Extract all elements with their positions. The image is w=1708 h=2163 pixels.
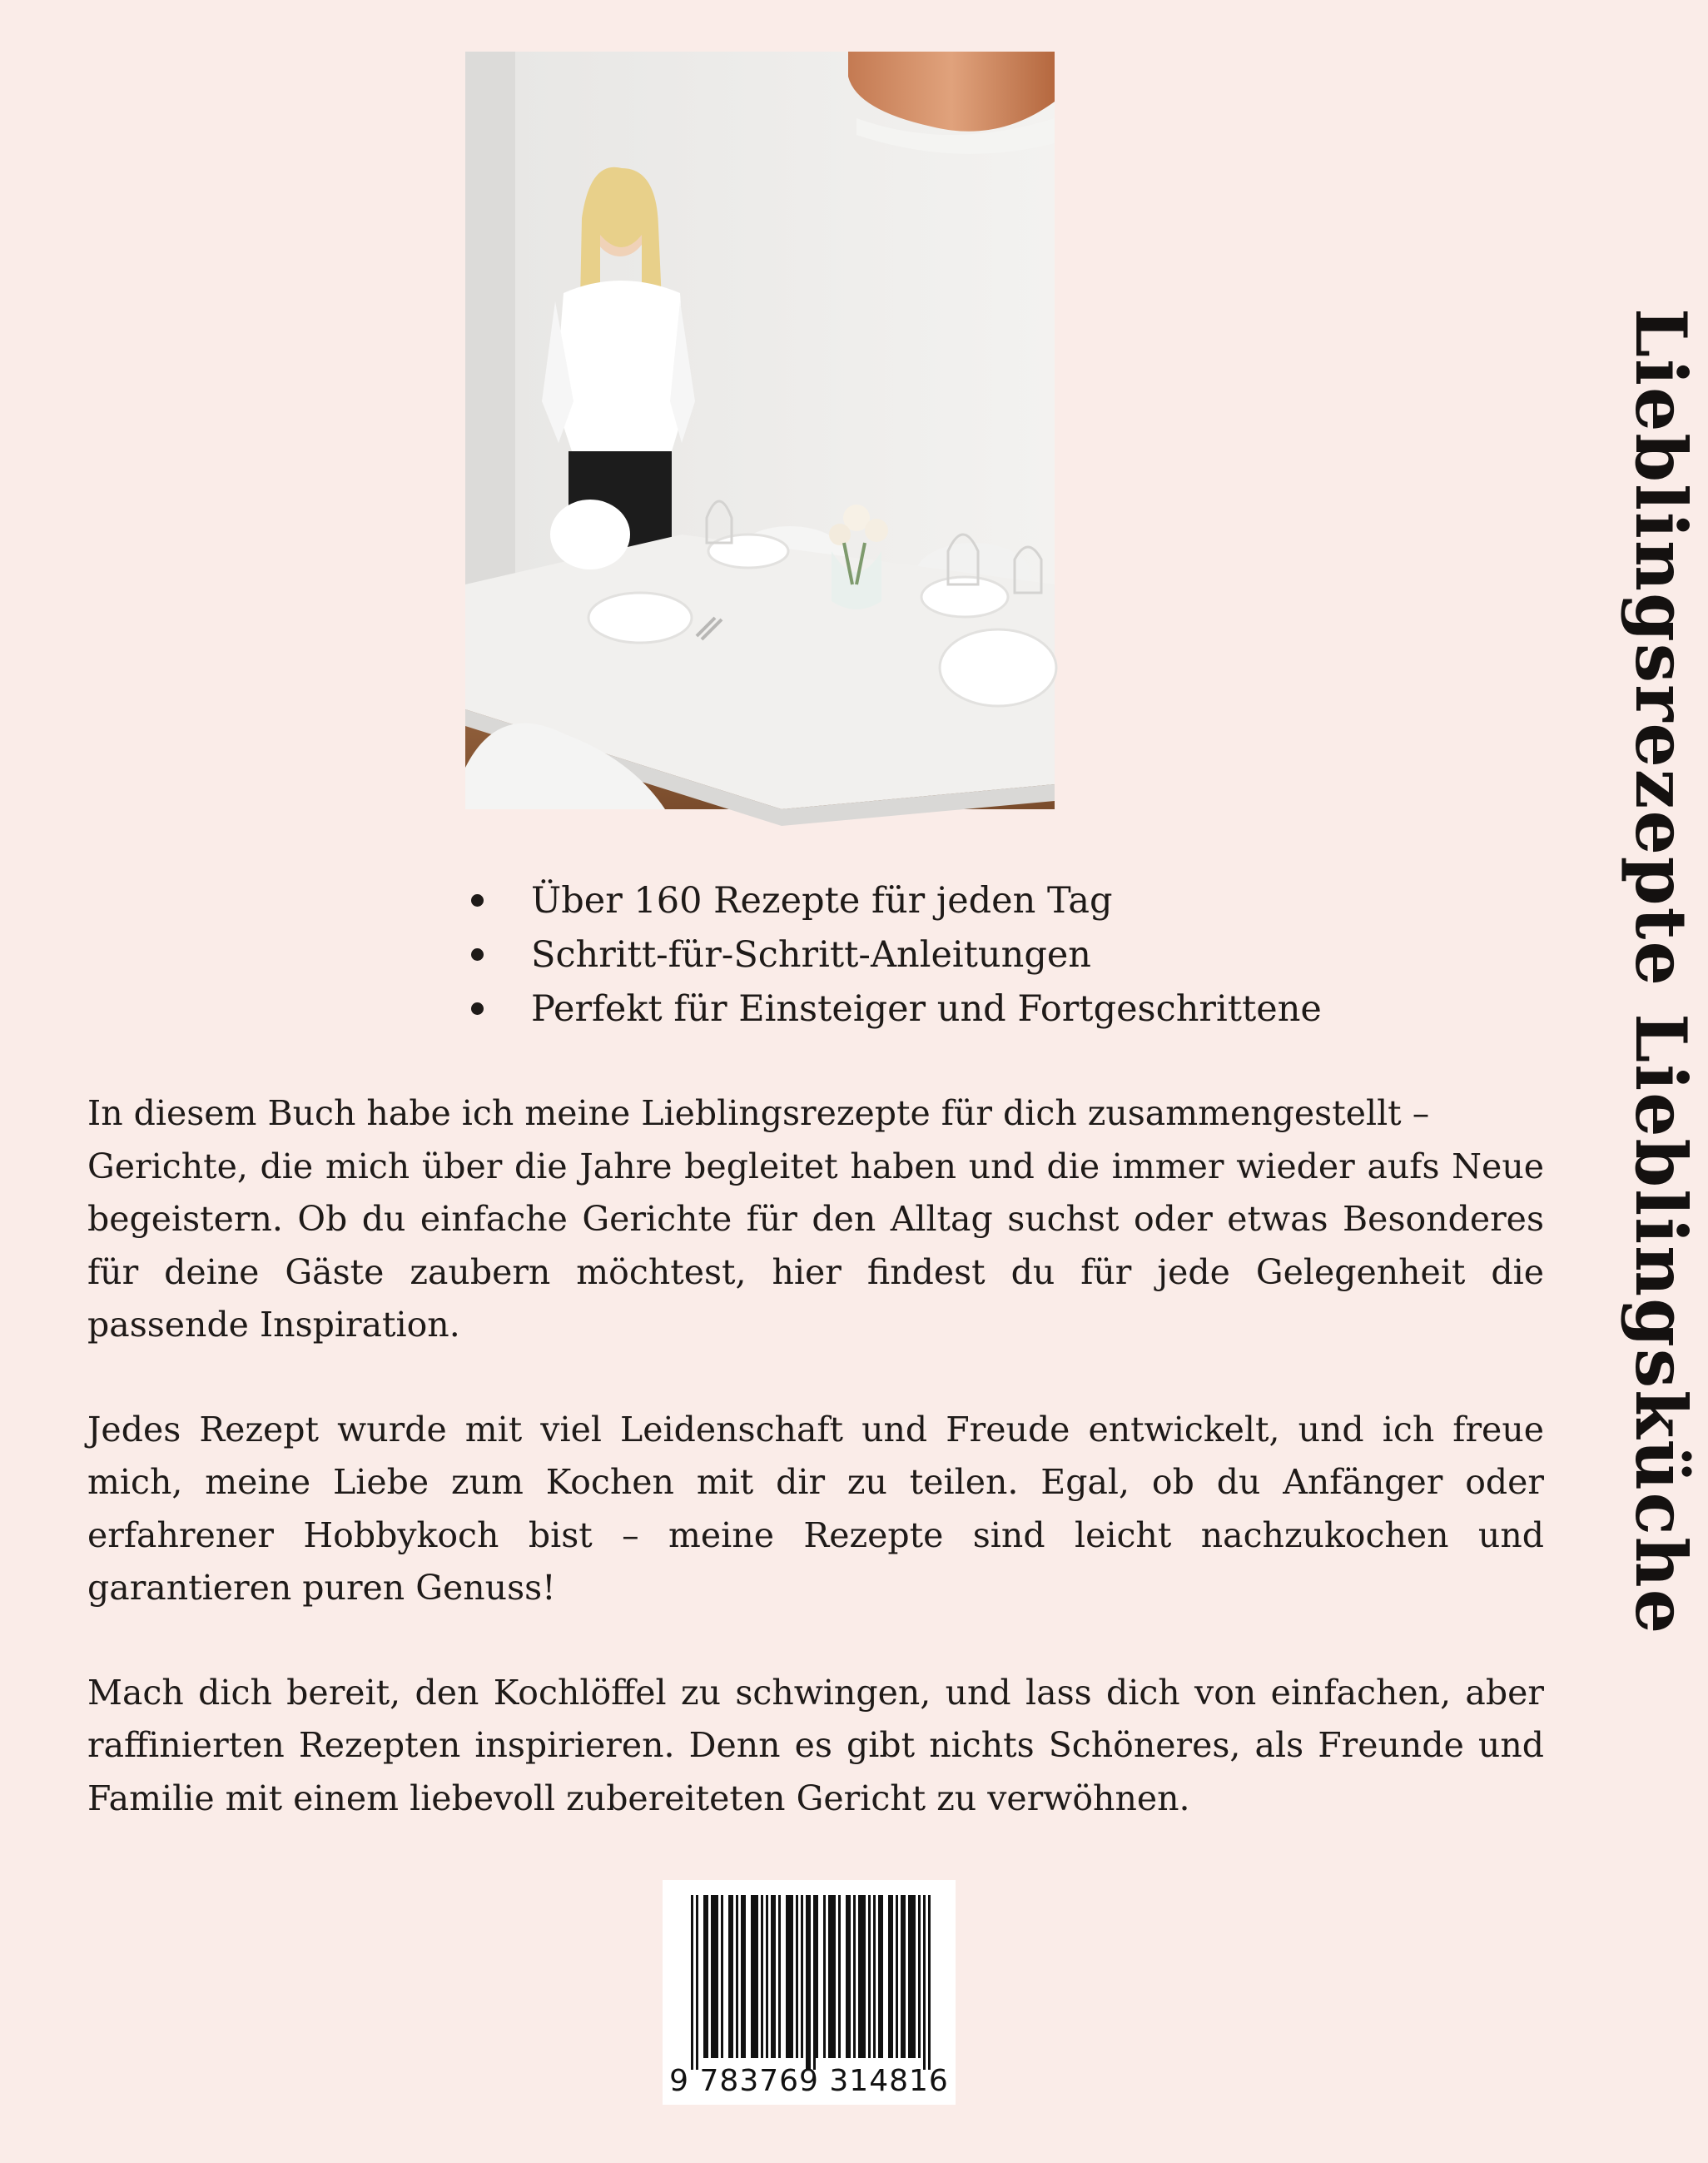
barcode-bar: [721, 1895, 723, 2058]
barcode-bar: [743, 1895, 746, 2058]
barcode-bar: [796, 1895, 798, 2058]
barcode-bar: [771, 1895, 773, 2058]
barcode-bar: [863, 1895, 866, 2058]
barcode-bar: [848, 1895, 851, 2058]
barcode-bar: [736, 1895, 738, 2058]
feature-item: [466, 874, 1322, 928]
barcode-bar: [828, 1895, 831, 2058]
barcode-bar: [808, 1895, 811, 2070]
barcode-bar: [773, 1895, 776, 2058]
feature-list: [466, 874, 1322, 1037]
barcode-bar: [766, 1895, 768, 2058]
barcode-bar: [878, 1895, 881, 2058]
barcode-bar: [911, 1895, 913, 2058]
barcode-bar: [901, 1895, 903, 2058]
barcode-bar: [903, 1895, 906, 2058]
barcode-bar: [756, 1895, 758, 2058]
barcode-bar: [761, 1895, 763, 2058]
barcode-bar: [833, 1895, 836, 2058]
feature-item: [466, 928, 1322, 982]
barcode-bar: [703, 1895, 706, 2058]
barcode-bar: [731, 1895, 733, 2058]
barcode-bar: [696, 1895, 698, 2070]
isbn-barcode: [663, 1880, 956, 2105]
feature-item-text: Schritt-für-Schritt-Anleitungen: [531, 934, 1091, 976]
feature-item-text: Über 160 Rezepte für jeden Tag: [531, 880, 1113, 922]
isbn-number: 9 783769 314816: [669, 2064, 949, 2098]
barcode-bar: [928, 1895, 931, 2070]
barcode-bar: [896, 1895, 898, 2058]
description-paragraph-2: Jedes Rezept wurde mit viel Leidenschaft und Freude entwickelt, und ich freue mich, meine Liebe zum Kochen mit dir zu teilen. Egal, ob du Anfänger oder erfahrener Hobbykoch bist – meine Rezepte sind leicht nachzukochen und garantieren puren Genuss!: [87, 1409, 1544, 1608]
barcode-bar: [891, 1895, 893, 2058]
barcode-bar: [846, 1895, 848, 2058]
barcode-bar: [788, 1895, 791, 2058]
feature-item-text: Perfekt für Einsteiger und Fortgeschrittene: [531, 988, 1322, 1030]
barcode-bar: [823, 1895, 826, 2058]
barcode-bar: [918, 1895, 921, 2058]
barcode-bar: [816, 1895, 818, 2058]
barcode-bar: [888, 1895, 891, 2058]
barcode-bar: [861, 1895, 863, 2058]
bullet-dot-icon: [471, 1002, 484, 1015]
barcode-bar: [853, 1895, 856, 2058]
barcode-bar: [713, 1895, 716, 2058]
description-paragraph-1: [87, 1087, 1544, 1352]
author-photo: [465, 52, 1055, 809]
feature-item: [466, 982, 1322, 1037]
barcode-bar: [716, 1895, 718, 2058]
barcode-bar: [741, 1895, 743, 2058]
book-spine: [1620, 308, 1708, 1832]
barcode-bar: [868, 1895, 871, 2058]
barcode-bar: [711, 1895, 713, 2058]
bullet-dot-icon: [471, 894, 484, 907]
barcode-bar: [791, 1895, 793, 2058]
description-paragraph-1-text: Gerichte, die mich über die Jahre begleitet haben und die immer wieder aufs Neue begeistern. Ob du einfache Gerichte für den Alltag suchst oder etwas Besonderes für deine Gäste zaubern möchtest, hier findest du für jede Gelegenheit die passende Inspiration.: [87, 1146, 1544, 1345]
barcode-bar: [838, 1895, 841, 2058]
barcode-bar: [923, 1895, 926, 2070]
barcode-bar: [813, 1895, 816, 2070]
description-paragraph-3: Mach dich bereit, den Kochlöffel zu schwingen, und lass dich von einfachen, aber raffinierten Rezepten inspirieren. Denn es gibt nichts Schöneres, als Freunde und Familie mit einem liebevoll zubereiteten Gericht zu verwöhnen.: [87, 1672, 1544, 1818]
barcode-bar: [751, 1895, 753, 2058]
barcode-bar: [706, 1895, 708, 2058]
description: [87, 1087, 1544, 1877]
barcode-bar: [691, 1895, 693, 2070]
barcode-bar: [786, 1895, 788, 2058]
barcode-bar: [728, 1895, 731, 2058]
barcode-bar: [778, 1895, 781, 2058]
spine-title: Lieblingsrezepte Lieblingsküche: [1620, 308, 1702, 1636]
barcode-bar: [801, 1895, 803, 2058]
barcode-bar: [858, 1895, 861, 2058]
barcode-bar: [753, 1895, 756, 2058]
barcode-bar: [873, 1895, 876, 2058]
bullet-dot-icon: [471, 948, 484, 961]
barcode-bar: [908, 1895, 911, 2058]
barcode-bar: [881, 1895, 883, 2058]
barcode-bar: [831, 1895, 833, 2058]
barcode-bar: [806, 1895, 808, 2070]
description-lead-line: In diesem Buch habe ich meine Lieblingsrezepte für dich zusammengestellt –: [87, 1093, 1430, 1133]
barcode-bar: [913, 1895, 916, 2058]
